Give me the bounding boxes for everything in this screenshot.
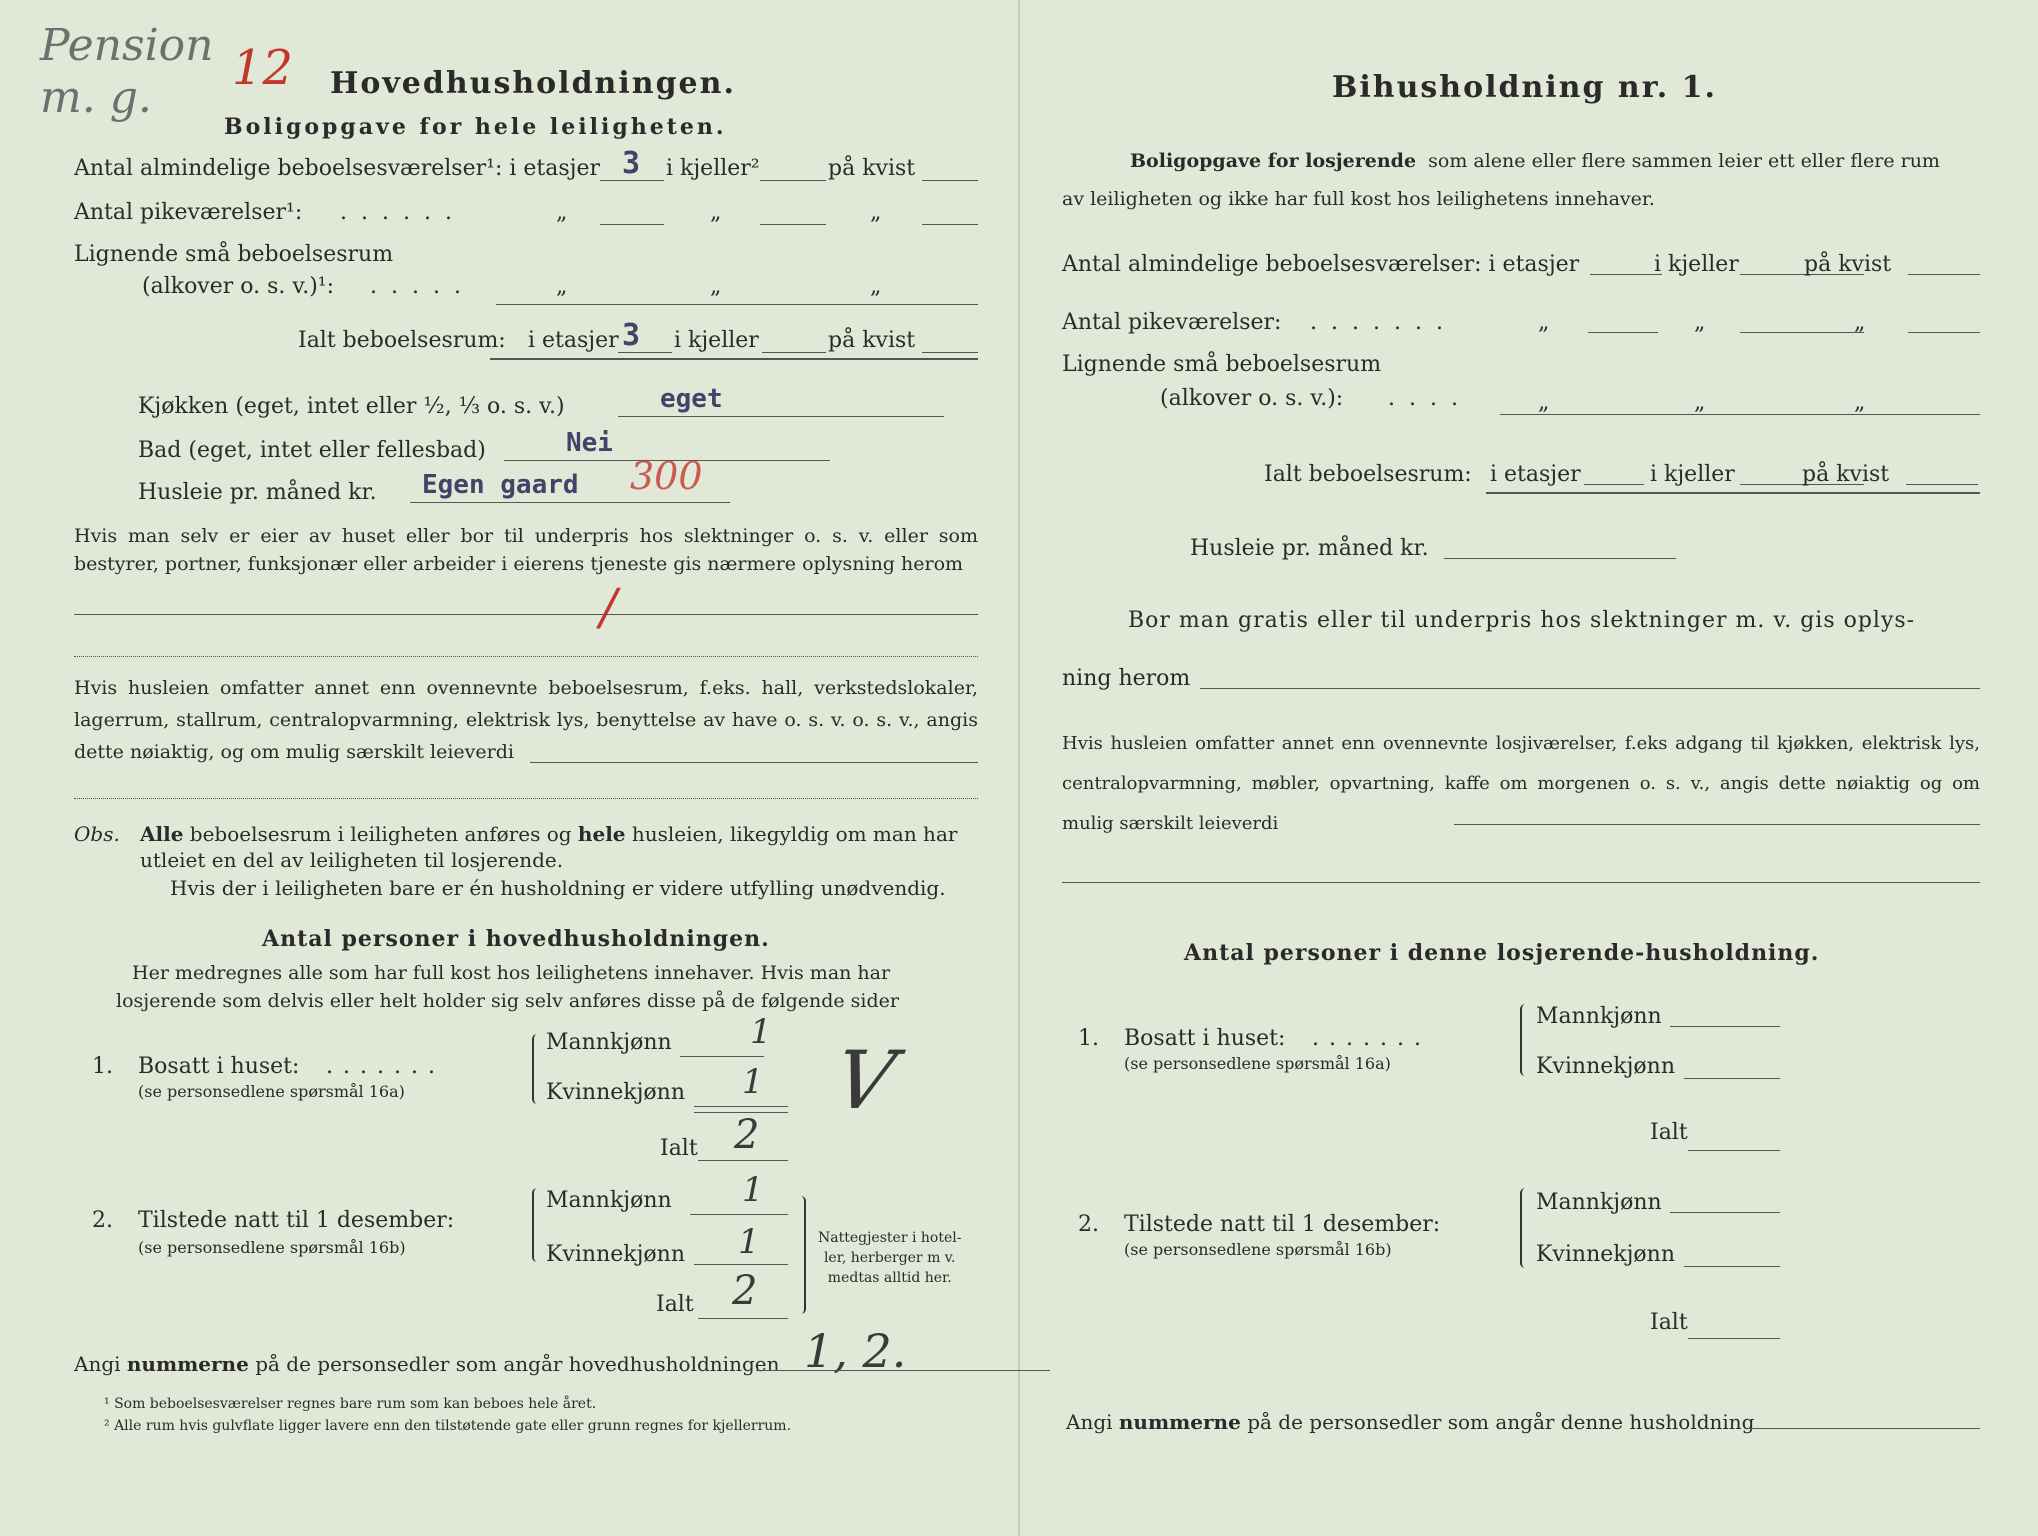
- rooms-ordinary-attic-field[interactable]: [922, 180, 978, 181]
- obs-line1: Alle beboelsesrum i leiligheten anføres og hele husleien, likegyldig om man har: [140, 822, 958, 846]
- resident-total-label: Ialt: [660, 1136, 698, 1161]
- lodger-maid-floors-field[interactable]: [1588, 332, 1658, 333]
- main-household-section: Hovedhusholdningen. Boligopgave for hele leiligheten. Antal almindelige beboelsesværelser¹: i etasjer 3 i kjeller² på kvist Antal pikeværelser¹: ...... „ „ „ Lignende små beboelsesrum (alkover o. s. v.)¹: ..... „ „ „ Ialt beboelsesrum: i etasjer 3 i kjeller på kvist Kjøkken (eget, intet eller ½, ⅓ o. s. v.) eget Bad (eget, intet eller fellesbad) Nei Husleie pr. måned kr. Egen gaard 300 Hvis man selv er eier av huset eller bor til underpris hos slektninger o. s. v. eller som bestyrer, portner, funksjonær eller arbeider i eierens tjeneste gis nærmere oplysning herom / Hvis husleien omfatter annet enn ovennevnte beboelsesrum, f.eks. hall, verkstedslokaler, lagerrum, stallrum, centralopvarmning, elektrisk lys, benyttelse av have o. s. v. o. s. v., angis dette nøiaktig, og om mulig særskilt leieverdi Obs. Alle beboelsesrum i leiligheten anføres og hele husleien, likegyldig om man har utleiet en del av leiligheten til losjerende. Hvis der i leiligheten bare er én husholdning er videre utfylling unødvendig. Antal personer i hovedhusholdningen. Her medregnes alle som har full kost hos leilighetens innehaver. Hvis man har losjerende som delvis eller helt holder sig selv anføres disse på de følgende sider 1. Bosatt i huset: ....... (se personsedlene spørsmål 16a) Mannkjønn 1 Kvinnekjønn 1 Ialt 2 V 2. Tilstede natt til 1 desember: (se personsedlene spørsmål 16b) Mannkjønn 1 Kvinnekjønn 1 Ialt 2 Nattegjester i hotel- ler, herberger m v. medtas alltid her. Angi nummerne på de personsedler som angår hovedhusholdningen 1, 2. ¹ Som beboelsesværelser regnes bare rum som kan beboes hele året. ² Alle rum hvis gulvflate ligger lavere enn den tilstøtende gate eller grunn regnes for kjellerrum.: [70, 0, 982, 1536]
- rent-value: Egen gaard: [422, 470, 579, 500]
- person-numbers-label: Angi nummerne på de personsedler som angår hovedhusholdningen: [74, 1352, 780, 1376]
- pencil-note-pension: Pension: [40, 20, 214, 71]
- small-rooms-label: Lignende små beboelsesrum: [74, 242, 394, 267]
- present-total-field[interactable]: [698, 1318, 788, 1319]
- lodger-resident-sublabel: (se personsedlene spørsmål 16a): [1124, 1054, 1391, 1073]
- total-attic-label: på kvist: [828, 328, 916, 353]
- rent-field[interactable]: [410, 502, 730, 503]
- overnight-guests-note: Nattegjester i hotel- ler, herberger m v. medtas alltid her.: [818, 1230, 962, 1286]
- lodger-present-male-field[interactable]: [1670, 1212, 1780, 1213]
- total-cellar-field[interactable]: [762, 352, 826, 353]
- total-floors-label: i etasjer: [528, 328, 619, 353]
- lodger-present-male-label: Mannkjønn: [1536, 1190, 1662, 1215]
- maid-rooms-label: Antal pikeværelser¹:: [74, 200, 303, 225]
- lodger-total-attic-field[interactable]: [1906, 484, 1978, 485]
- present-female-field[interactable]: [694, 1264, 788, 1265]
- resident-total-value: 2: [734, 1112, 760, 1158]
- lodger-maid-cellar-field[interactable]: [1740, 332, 1864, 333]
- present-total-value: 2: [732, 1268, 758, 1314]
- present-female-value: 1: [738, 1222, 760, 1262]
- total-cellar-label: i kjeller: [674, 328, 759, 353]
- kitchen-label: Kjøkken (eget, intet eller ½, ⅓ o. s. v.): [138, 394, 565, 419]
- maid-rooms-attic-field[interactable]: [922, 224, 978, 225]
- resident-sublabel: (se personsedlene spørsmål 16a): [138, 1082, 405, 1101]
- present-sublabel: (se personsedlene spørsmål 16b): [138, 1238, 406, 1257]
- lodger-resident-total-label: Ialt: [1650, 1120, 1688, 1145]
- lodger-intro-line1: Boligopgave for losjerende som alene eller flere sammen leier ett eller flere rum: [1130, 150, 1940, 172]
- rooms-ordinary-attic-label: på kvist: [828, 156, 916, 181]
- lodger-persons-title: Antal personer i denne losjerende-husholdning.: [1184, 940, 1820, 966]
- rent-includes-text: Hvis husleien omfatter annet enn ovennevnte beboelsesrum, f.eks. hall, verkstedslokaler, lagerrum, stallrum, centralopvarmning, elektrisk lys, benyttelse av have o. s. v. o. s. v., angis dette nøiaktig, og om mulig særskilt leieverdi: [74, 677, 978, 763]
- lodger-total-floors-label: i etasjer: [1490, 462, 1581, 487]
- resident-male-label: Mannkjønn: [546, 1030, 672, 1055]
- lodger-rooms-floors-field[interactable]: [1590, 274, 1662, 275]
- lodger-present-total-label: Ialt: [1650, 1310, 1688, 1335]
- lodger-rent-field[interactable]: [1444, 558, 1676, 559]
- main-household-title: Hovedhusholdningen.: [330, 66, 736, 101]
- resident-female-label: Kvinnekjønn: [546, 1080, 685, 1105]
- lodger-maid-rooms-label: Antal pikeværelser:: [1062, 310, 1282, 335]
- resident-female-value: 1: [742, 1062, 764, 1102]
- lodger-household-title: Bihusholdning nr. 1.: [1332, 70, 1717, 105]
- total-floors-field[interactable]: [618, 352, 672, 353]
- lodger-rooms-attic-label: på kvist: [1804, 252, 1892, 277]
- owner-info-field[interactable]: [74, 614, 978, 615]
- rent-red-overwrite: 300: [630, 454, 703, 498]
- lodger-small-rooms-label: Lignende små beboelsesrum: [1062, 352, 1382, 377]
- lodger-present-label: Tilstede natt til 1 desember:: [1124, 1212, 1441, 1237]
- present-total-label: Ialt: [656, 1292, 694, 1317]
- lodger-present-female-label: Kvinnekjønn: [1536, 1242, 1675, 1267]
- main-household-subtitle: Boligopgave for hele leiligheten.: [224, 114, 727, 140]
- lodger-present-total-field[interactable]: [1688, 1338, 1780, 1339]
- lodger-resident-female-label: Kvinnekjønn: [1536, 1054, 1675, 1079]
- owner-info-text: Hvis man selv er eier av huset eller bor til underpris hos slektninger o. s. v. eller som bestyrer, portner, funksjonær eller arbeider i eierens tjeneste gis nærmere oplysning herom: [74, 525, 978, 575]
- page-fold: [1018, 0, 1020, 1536]
- lodger-rooms-label: Antal almindelige beboelsesværelser: i etasjer: [1062, 252, 1580, 277]
- lodger-household-section: Bihusholdning nr. 1. Boligopgave for losjerende som alene eller flere sammen leier ett eller flere rum av leiligheten og ikke har full kost hos leilighetens innehaver. Antal almindelige beboelsesværelser: i etasjer i kjeller på kvist Antal pikeværelser: ....... „ „ „ Lignende små beboelsesrum (alkover o. s. v.): .... „ „ „ Ialt beboelsesrum: i etasjer i kjeller på kvist Husleie pr. måned kr. Bor man gratis eller til underpris hos slektninger m. v. gis oplys- ning herom Hvis husleien omfatter annet enn ovennevnte losjiværelser, f.eks adgang til kjøkken, elektrisk lys, centralopvarmning, møbler, opvartning, kaffe om morgenen o. s. v., angis dette nøiaktig og om mulig særskilt leieverdi Antal personer i denne losjerende-husholdning. 1. Bosatt i huset: ....... (se personsedlene spørsmål 16a) Mannkjønn Kvinnekjønn Ialt 2. Tilstede natt til 1 desember: (se personsedlene spørsmål 16b) Mannkjønn Kvinnekjønn Ialt Angi nummerne på de personsedler som angår denne husholdning: [1062, 70, 1980, 1434]
- lodger-resident-total-field[interactable]: [1688, 1150, 1780, 1151]
- lodger-present-sublabel: (se personsedlene spørsmål 16b): [1124, 1240, 1392, 1259]
- lodger-rooms-cellar-label: i kjeller: [1654, 252, 1739, 277]
- present-male-value: 1: [742, 1170, 764, 1210]
- rooms-ordinary-cellar-field[interactable]: [760, 180, 826, 181]
- lodger-rent-includes-text: Hvis husleien omfatter annet enn ovennevnte losjiværelser, f.eks adgang til kjøkken, elektrisk lys, centralopvarmning, møbler, opvartning, kaffe om morgenen o. s. v., angis dette nøiaktig og om mulig særskilt leieverdi: [1062, 733, 1980, 834]
- resident-total-field[interactable]: [698, 1160, 788, 1161]
- persons-note-2: losjerende som delvis eller helt holder sig selv anføres disse på de følgende sider: [116, 990, 899, 1012]
- check-mark: V: [827, 1034, 902, 1127]
- lodger-rooms-attic-field[interactable]: [1908, 274, 1980, 275]
- lodger-intro-line2: av leiligheten og ikke har full kost hos leilighetens innehaver.: [1062, 188, 1655, 210]
- maid-rooms-cellar-field[interactable]: [760, 224, 826, 225]
- lodger-resident-label: Bosatt i huset:: [1124, 1026, 1286, 1051]
- lodger-person-numbers-field[interactable]: [1746, 1428, 1980, 1429]
- lodger-resident-male-field[interactable]: [1670, 1026, 1780, 1027]
- obs-line2: utleiet en del av leiligheten til losjerende.: [140, 848, 564, 872]
- total-rooms-label: Ialt beboelsesrum:: [298, 328, 506, 353]
- lodger-present-female-field[interactable]: [1684, 1266, 1780, 1267]
- owner-info-red-mark: /: [600, 578, 617, 636]
- resident-male-field[interactable]: [680, 1056, 764, 1057]
- bath-label: Bad (eget, intet eller fellesbad): [138, 438, 486, 463]
- obs-line3: Hvis der i leiligheten bare er én husholdning er videre utfylling unødvendig.: [170, 876, 946, 900]
- total-attic-field[interactable]: [922, 352, 978, 353]
- bath-value: Nei: [566, 428, 613, 458]
- present-male-label: Mannkjønn: [546, 1188, 672, 1213]
- persons-note-1: Her medregnes alle som har full kost hos leilighetens innehaver. Hvis man har: [132, 962, 891, 984]
- present-male-field[interactable]: [690, 1214, 788, 1215]
- lodger-gratis-line2: ning herom: [1062, 666, 1191, 691]
- obs-label: Obs.: [74, 822, 120, 846]
- kitchen-field[interactable]: [618, 416, 944, 417]
- person-numbers-field[interactable]: [756, 1370, 1050, 1371]
- small-rooms-sublabel: (alkover o. s. v.)¹:: [142, 274, 335, 299]
- lodger-total-floors-field[interactable]: [1584, 484, 1644, 485]
- lodger-maid-attic-field[interactable]: [1908, 332, 1980, 333]
- red-house-number: 12: [232, 40, 294, 96]
- resident-label: Bosatt i huset:: [138, 1054, 300, 1079]
- rooms-ordinary-label: Antal almindelige beboelsesværelser¹: i etasjer: [74, 156, 601, 181]
- small-rooms-field[interactable]: [496, 304, 978, 305]
- present-label: Tilstede natt til 1 desember:: [138, 1208, 455, 1233]
- rooms-ordinary-cellar-label: i kjeller²: [666, 156, 760, 181]
- kitchen-value: eget: [660, 384, 723, 414]
- lodger-total-label: Ialt beboelsesrum:: [1264, 462, 1472, 487]
- lodger-rent-includes-field[interactable]: [1454, 824, 1980, 825]
- lodger-small-rooms-sublabel: (alkover o. s. v.):: [1160, 386, 1344, 411]
- lodger-rent-label: Husleie pr. måned kr.: [1190, 536, 1429, 561]
- lodger-person-numbers-label: Angi nummerne på de personsedler som angår denne husholdning: [1066, 1410, 1755, 1434]
- rooms-ordinary-floors-value: 3: [622, 146, 641, 181]
- lodger-resident-male-label: Mannkjønn: [1536, 1004, 1662, 1029]
- lodger-small-rooms-field[interactable]: [1500, 414, 1980, 415]
- rent-includes-field[interactable]: [530, 762, 978, 763]
- pencil-note-mg: m. g.: [40, 72, 152, 123]
- rent-label: Husleie pr. måned kr.: [138, 480, 377, 505]
- maid-rooms-floors-field[interactable]: [600, 224, 664, 225]
- resident-male-value: 1: [750, 1012, 772, 1052]
- persons-title: Antal personer i hovedhusholdningen.: [262, 926, 770, 952]
- total-floors-value: 3: [622, 318, 641, 353]
- resident-female-field[interactable]: [694, 1106, 788, 1107]
- person-numbers-value: 1, 2.: [804, 1324, 907, 1378]
- footnote-2: ² Alle rum hvis gulvflate ligger lavere enn den tilstøtende gate eller grunn regnes for kjellerrum.: [104, 1418, 792, 1434]
- lodger-gratis-line1: Bor man gratis eller til underpris hos slektninger m. v. gis oplys-: [1128, 608, 1916, 633]
- present-female-label: Kvinnekjønn: [546, 1242, 685, 1267]
- lodger-total-attic-label: på kvist: [1802, 462, 1890, 487]
- lodger-total-cellar-label: i kjeller: [1650, 462, 1735, 487]
- footnote-1: ¹ Som beboelsesværelser regnes bare rum som kan beboes hele året.: [104, 1396, 597, 1412]
- lodger-gratis-field[interactable]: [1200, 688, 1980, 689]
- lodger-resident-female-field[interactable]: [1684, 1078, 1780, 1079]
